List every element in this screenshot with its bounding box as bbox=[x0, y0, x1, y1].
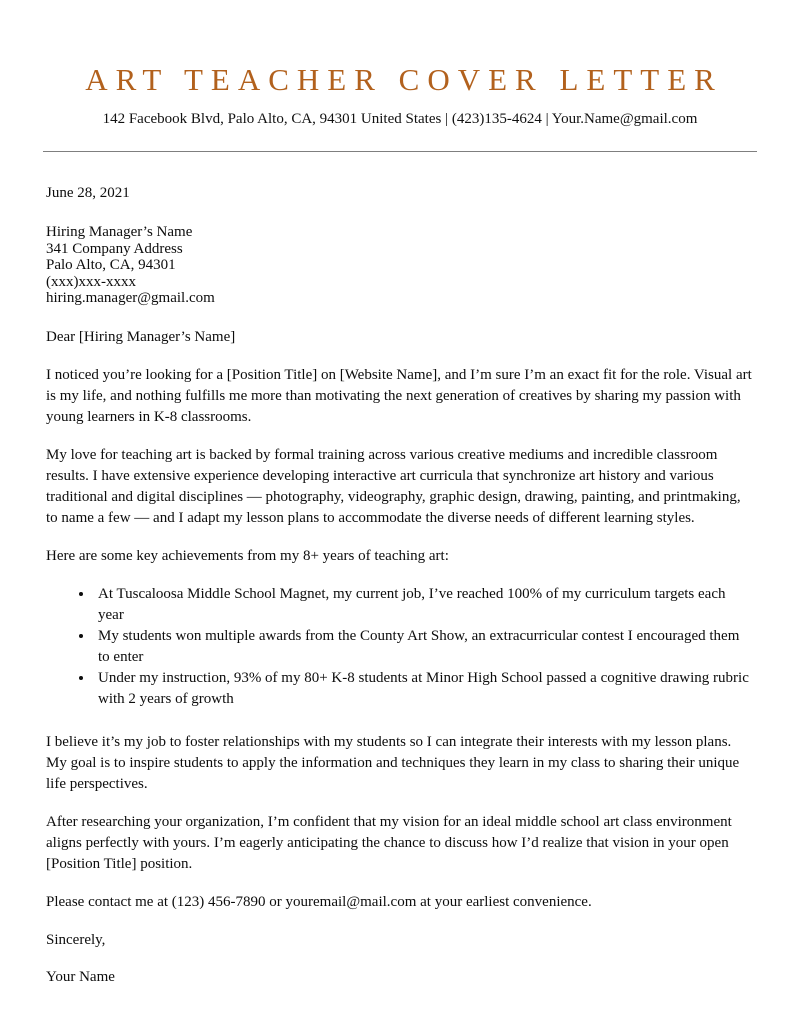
sender-contact-line: 142 Facebook Blvd, Palo Alto, CA, 94301 United States | (423)135-4624 | Your.Name@gmail.com bbox=[102, 111, 698, 127]
letterhead bbox=[0, 0, 800, 152]
paragraph-vision: After researching your organization, I’m confident that my vision for an ideal middle school art class environment aligns perfectly with yours. I’m eagerly anticipating the chance to discuss how I’d realize that vision in your open [Position Title] position. bbox=[46, 813, 732, 872]
page-title: ART TEACHER COVER LETTER bbox=[85, 62, 723, 97]
signature: Your Name bbox=[46, 968, 115, 985]
achievements-intro: Here are some key achievements from my 8+ years of teaching art: bbox=[46, 547, 449, 564]
recipient-name: Hiring Manager’s Name bbox=[46, 224, 193, 240]
paragraph-intro: I noticed you’re looking for a [Position Title] on [Website Name], and I’m sure I’m an exact fit for the role. Visual art is my life, and nothing fulfills me more than motivating the next generation of creatives by sharing my passion with young learners in K-8 classrooms. bbox=[46, 366, 752, 425]
achievement-item: • Under my instruction, 93% of my 80+ K-8 students at Minor High School passed a cognitive drawing rubric with 2 years of growth bbox=[94, 668, 754, 710]
recipient-address-line1: 341 Company Address bbox=[46, 240, 183, 257]
recipient-phone: (xxx)xxx-xxxx bbox=[46, 273, 136, 290]
achievements-list bbox=[46, 584, 754, 710]
recipient-address-line2: Palo Alto, CA, 94301 bbox=[46, 257, 176, 273]
closing: Sincerely, bbox=[46, 931, 106, 948]
paragraph-experience: My love for teaching art is backed by formal training across various creative mediums and incredible classroom results. I have extensive experience developing interactive art curricula that synchronize art history and various traditional and digital disciplines — photography, videography, graphic design, drawing, painting, and printmaking, to name a few — and I adapt my lesson plans to accommodate the diverse needs of different learning styles. bbox=[46, 446, 741, 526]
salutation: Dear [Hiring Manager’s Name] bbox=[46, 328, 236, 345]
recipient-email: hiring.manager@gmail.com bbox=[46, 290, 215, 306]
paragraph-philosophy: I believe it’s my job to foster relationships with my students so I can integrate their interests with my lesson plans. My goal is to inspire students to apply the information and techniques they learn in my class to sharing their unique life perspectives. bbox=[46, 733, 740, 792]
paragraph-contact: Please contact me at (123) 456-7890 or youremail@mail.com at your earliest convenience. bbox=[46, 893, 592, 910]
date: June 28, 2021 bbox=[46, 185, 130, 201]
letter-body bbox=[0, 152, 800, 988]
achievement-item: • My students won multiple awards from the County Art Show, an extracurricular contest I encouraged them to enter bbox=[94, 626, 754, 668]
achievement-item: • At Tuscaloosa Middle School Magnet, my current job, I’ve reached 100% of my curriculum targets each year bbox=[94, 584, 754, 626]
recipient-block bbox=[46, 224, 754, 307]
